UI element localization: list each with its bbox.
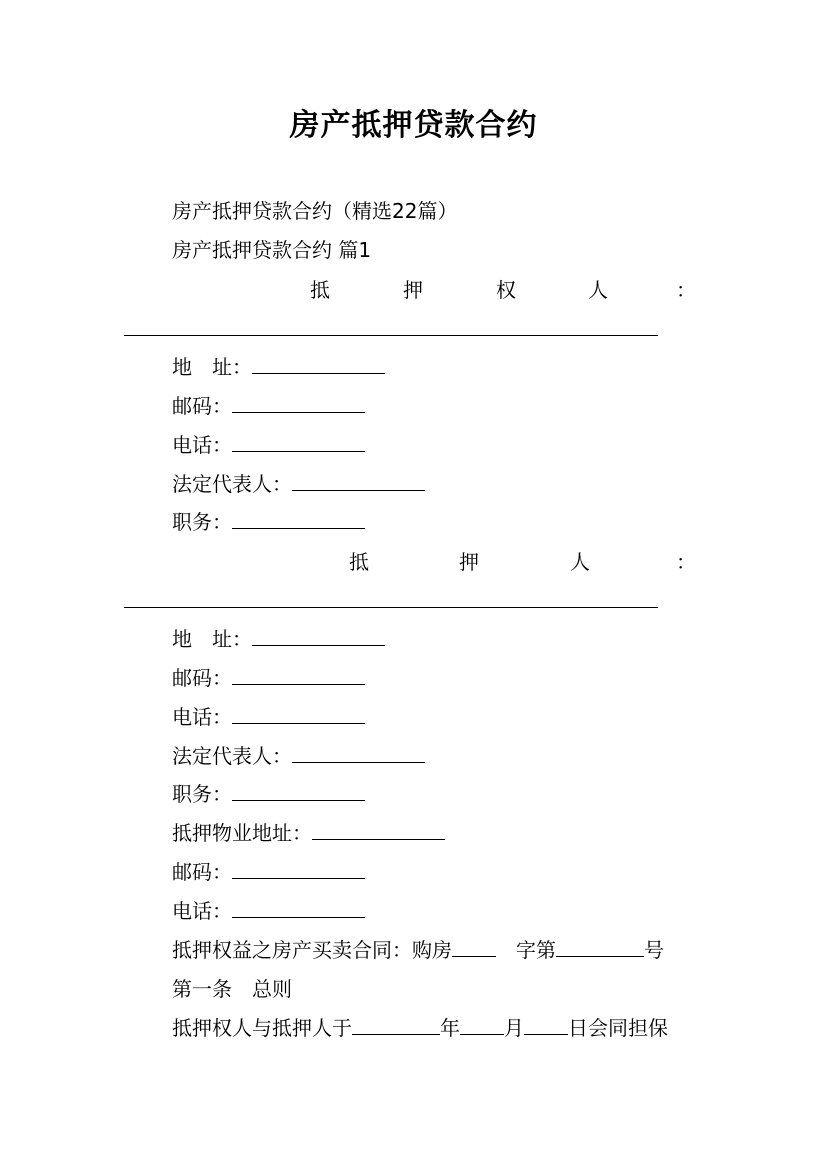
- mortgagor-postcode-blank: [232, 664, 365, 685]
- property-phone-blank: [232, 897, 365, 918]
- purchase-contract-label: 抵押权益之房产买卖合同：购房: [172, 938, 452, 962]
- mortgagor-phone-blank: [232, 703, 365, 724]
- mortgagee-position-field: [172, 508, 365, 536]
- document-title: 房产抵押贷款合约: [289, 108, 538, 143]
- mortgagor-legal-rep-label: 法定代表人：: [172, 744, 292, 768]
- mortgagor-phone-field: [172, 703, 365, 731]
- property-address-blank: [312, 819, 445, 840]
- mortgagee-char-3: 权: [496, 278, 516, 302]
- purchase-contract-hao: 号: [644, 938, 664, 962]
- mortgagor-char-1: 抵: [349, 550, 369, 574]
- property-phone-field: [172, 897, 365, 925]
- mortgagee-legal-rep-field: [172, 470, 425, 498]
- mortgagee-postcode-blank: [232, 392, 365, 413]
- mortgagor-address-field: [172, 625, 385, 653]
- mortgagor-postcode-field: [172, 664, 365, 692]
- mortgagor-legal-rep-field: [172, 742, 425, 770]
- mortgagee-address-label: 地 址：: [172, 355, 252, 379]
- property-postcode-label: 邮码：: [172, 860, 232, 884]
- article-1-year-blank: [352, 1014, 440, 1035]
- mortgagor-phone-label: 电话：: [172, 705, 232, 729]
- property-postcode-field: [172, 858, 365, 886]
- article-1-text-start: 抵押权人与抵押人于: [172, 1016, 352, 1040]
- mortgagor-address-label: 地 址：: [172, 627, 252, 651]
- mortgagor-colon: ：: [676, 550, 696, 574]
- mortgagor-address-blank: [252, 625, 385, 646]
- property-address-field: [172, 819, 445, 847]
- mortgagor-char-3: 人: [570, 550, 590, 574]
- article-1-month-blank: [460, 1014, 504, 1035]
- mortgagee-phone-blank: [232, 431, 365, 452]
- mortgagee-postcode-label: 邮码：: [172, 394, 232, 418]
- mortgagee-char-2: 押: [403, 278, 423, 302]
- mortgagee-position-label: 职务：: [172, 510, 232, 534]
- mortgagor-postcode-label: 邮码：: [172, 666, 232, 690]
- intro-line: 房产抵押贷款合约（精选22篇）: [172, 199, 458, 223]
- property-postcode-blank: [232, 858, 365, 879]
- mortgagor-char-2: 押: [459, 550, 479, 574]
- mortgagee-position-blank: [232, 508, 365, 529]
- mortgagor-position-label: 职务：: [172, 782, 232, 806]
- article-1-month-label: 月: [504, 1016, 524, 1040]
- mortgagor-position-field: [172, 780, 365, 808]
- purchase-contract-zi: 字第: [496, 938, 556, 962]
- article-1-year-label: 年: [440, 1016, 460, 1040]
- mortgagee-phone-field: [172, 431, 365, 459]
- mortgagee-legal-rep-blank: [292, 470, 425, 491]
- article-1-day-blank: [524, 1014, 568, 1035]
- property-phone-label: 电话：: [172, 899, 232, 923]
- purchase-contract-blank-1: [452, 936, 496, 957]
- article-1-text-end: 日会同担保: [568, 1016, 668, 1040]
- property-address-label: 抵押物业地址：: [172, 821, 312, 845]
- purchase-contract-blank-2: [556, 936, 644, 957]
- mortgagee-colon: ：: [676, 278, 696, 302]
- article-1-text: [172, 1014, 668, 1042]
- purchase-contract-line: [172, 936, 664, 964]
- mortgagee-name-blank: [124, 335, 658, 336]
- chapter-heading: 房产抵押贷款合约 篇1: [172, 238, 372, 262]
- mortgagor-position-blank: [232, 780, 365, 801]
- article-1-heading: 第一条 总则: [172, 977, 292, 1001]
- mortgagee-address-field: [172, 353, 385, 381]
- mortgagor-legal-rep-blank: [292, 742, 425, 763]
- mortgagee-postcode-field: [172, 392, 365, 420]
- mortgagee-legal-rep-label: 法定代表人：: [172, 472, 292, 496]
- mortgagee-char-1: 抵: [310, 278, 330, 302]
- mortgagor-name-blank: [124, 607, 658, 608]
- mortgagee-address-blank: [252, 353, 385, 374]
- mortgagee-char-4: 人: [588, 278, 608, 302]
- mortgagee-phone-label: 电话：: [172, 433, 232, 457]
